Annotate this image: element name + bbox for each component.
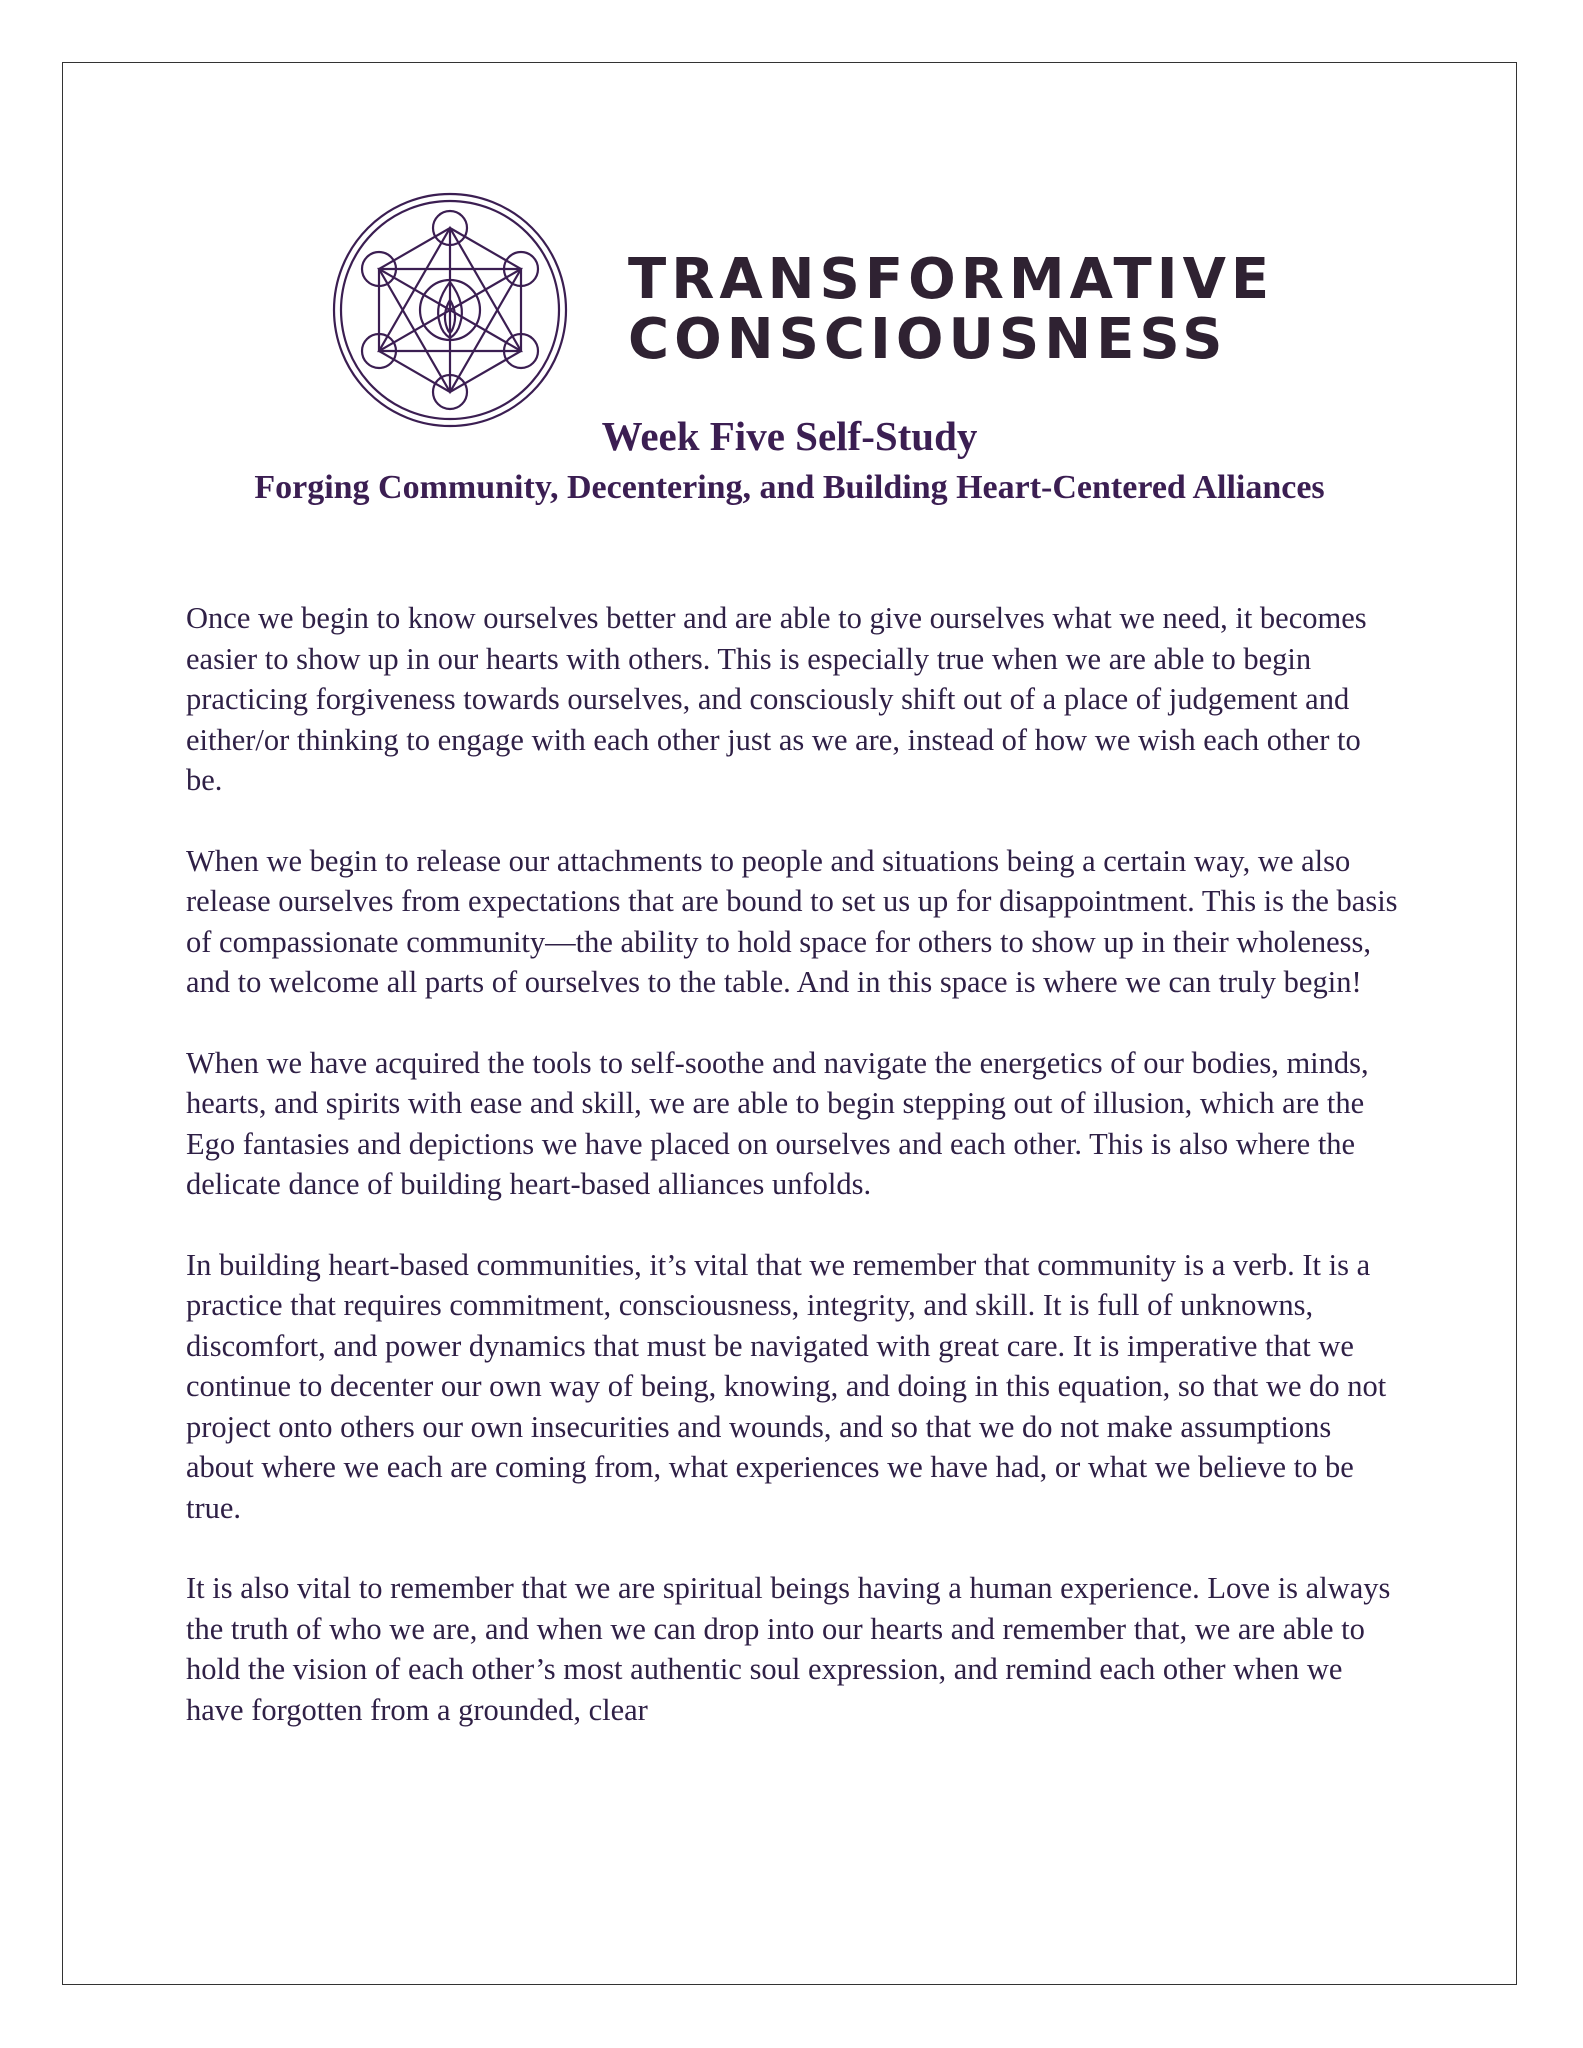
body-text xyxy=(186,598,1401,1770)
logo-line-2: CONSCIOUSNESS xyxy=(628,307,1228,372)
sacred-geometry-flame-icon xyxy=(330,190,570,430)
paragraph: In building heart-based communities, it’s vital that we remember that community is a verb. It is a practice that requires commitment, consciousness, integrity, and skill. It is full of unknowns, discomfort, and power dynamics that must be navigated with great care. It is imperative that we continue to decenter our own way of being, knowing, and doing in this equation, so that we do not project onto others our own insecurities and wounds, and so that we do not make assumptions about where we each are coming from, what experiences we have had, or what we believe to be true. xyxy=(186,1247,1387,1525)
logo-wordmark xyxy=(628,246,1275,372)
logo xyxy=(330,190,1274,430)
paragraph: Once we begin to know ourselves better and are able to give ourselves what we need, it becomes easier to show up in our hearts with others. This is especially true when we are able to begin practicing forgiveness towards ourselves, and consciously shift out of a place of judgement and either/or thinking to engage with each other just as we are, instead of how we wish each other to be. xyxy=(186,601,1367,797)
page-subtitle: Forging Community, Decentering, and Building Heart-Centered Alliances xyxy=(254,469,1325,506)
paragraph: When we have acquired the tools to self-soothe and navigate the energetics of our bodies, minds, hearts, and spirits with ease and skill, we are able to begin stepping out of illusion, which are the Ego fantasies and depictions we have placed on ourselves and each other. This is also where the delicate dance of building heart-based alliances unfolds. xyxy=(186,1045,1369,1201)
header xyxy=(62,408,1517,512)
page-title: Week Five Self-Study xyxy=(601,413,978,459)
paragraph: It is also vital to remember that we are spiritual beings having a human experience. Love is always the truth of who we are, and when we can drop into our hearts and remember that, we are able to hold the vision of each other’s most authentic soul expression, and remind each other when we have forgotten from a grounded, clear xyxy=(186,1571,1391,1727)
logo-line-1: TRANSFORMATIVE xyxy=(628,246,1275,312)
paragraph: When we begin to release our attachments to people and situations being a certain way, we also release ourselves from expectations that are bound to set us up for disappointment. This is the basis of compassionate community—the ability to hold space for others to show up in their wholeness, and to welcome all parts of ourselves to the table. And in this space is where we can truly begin! xyxy=(186,843,1398,999)
